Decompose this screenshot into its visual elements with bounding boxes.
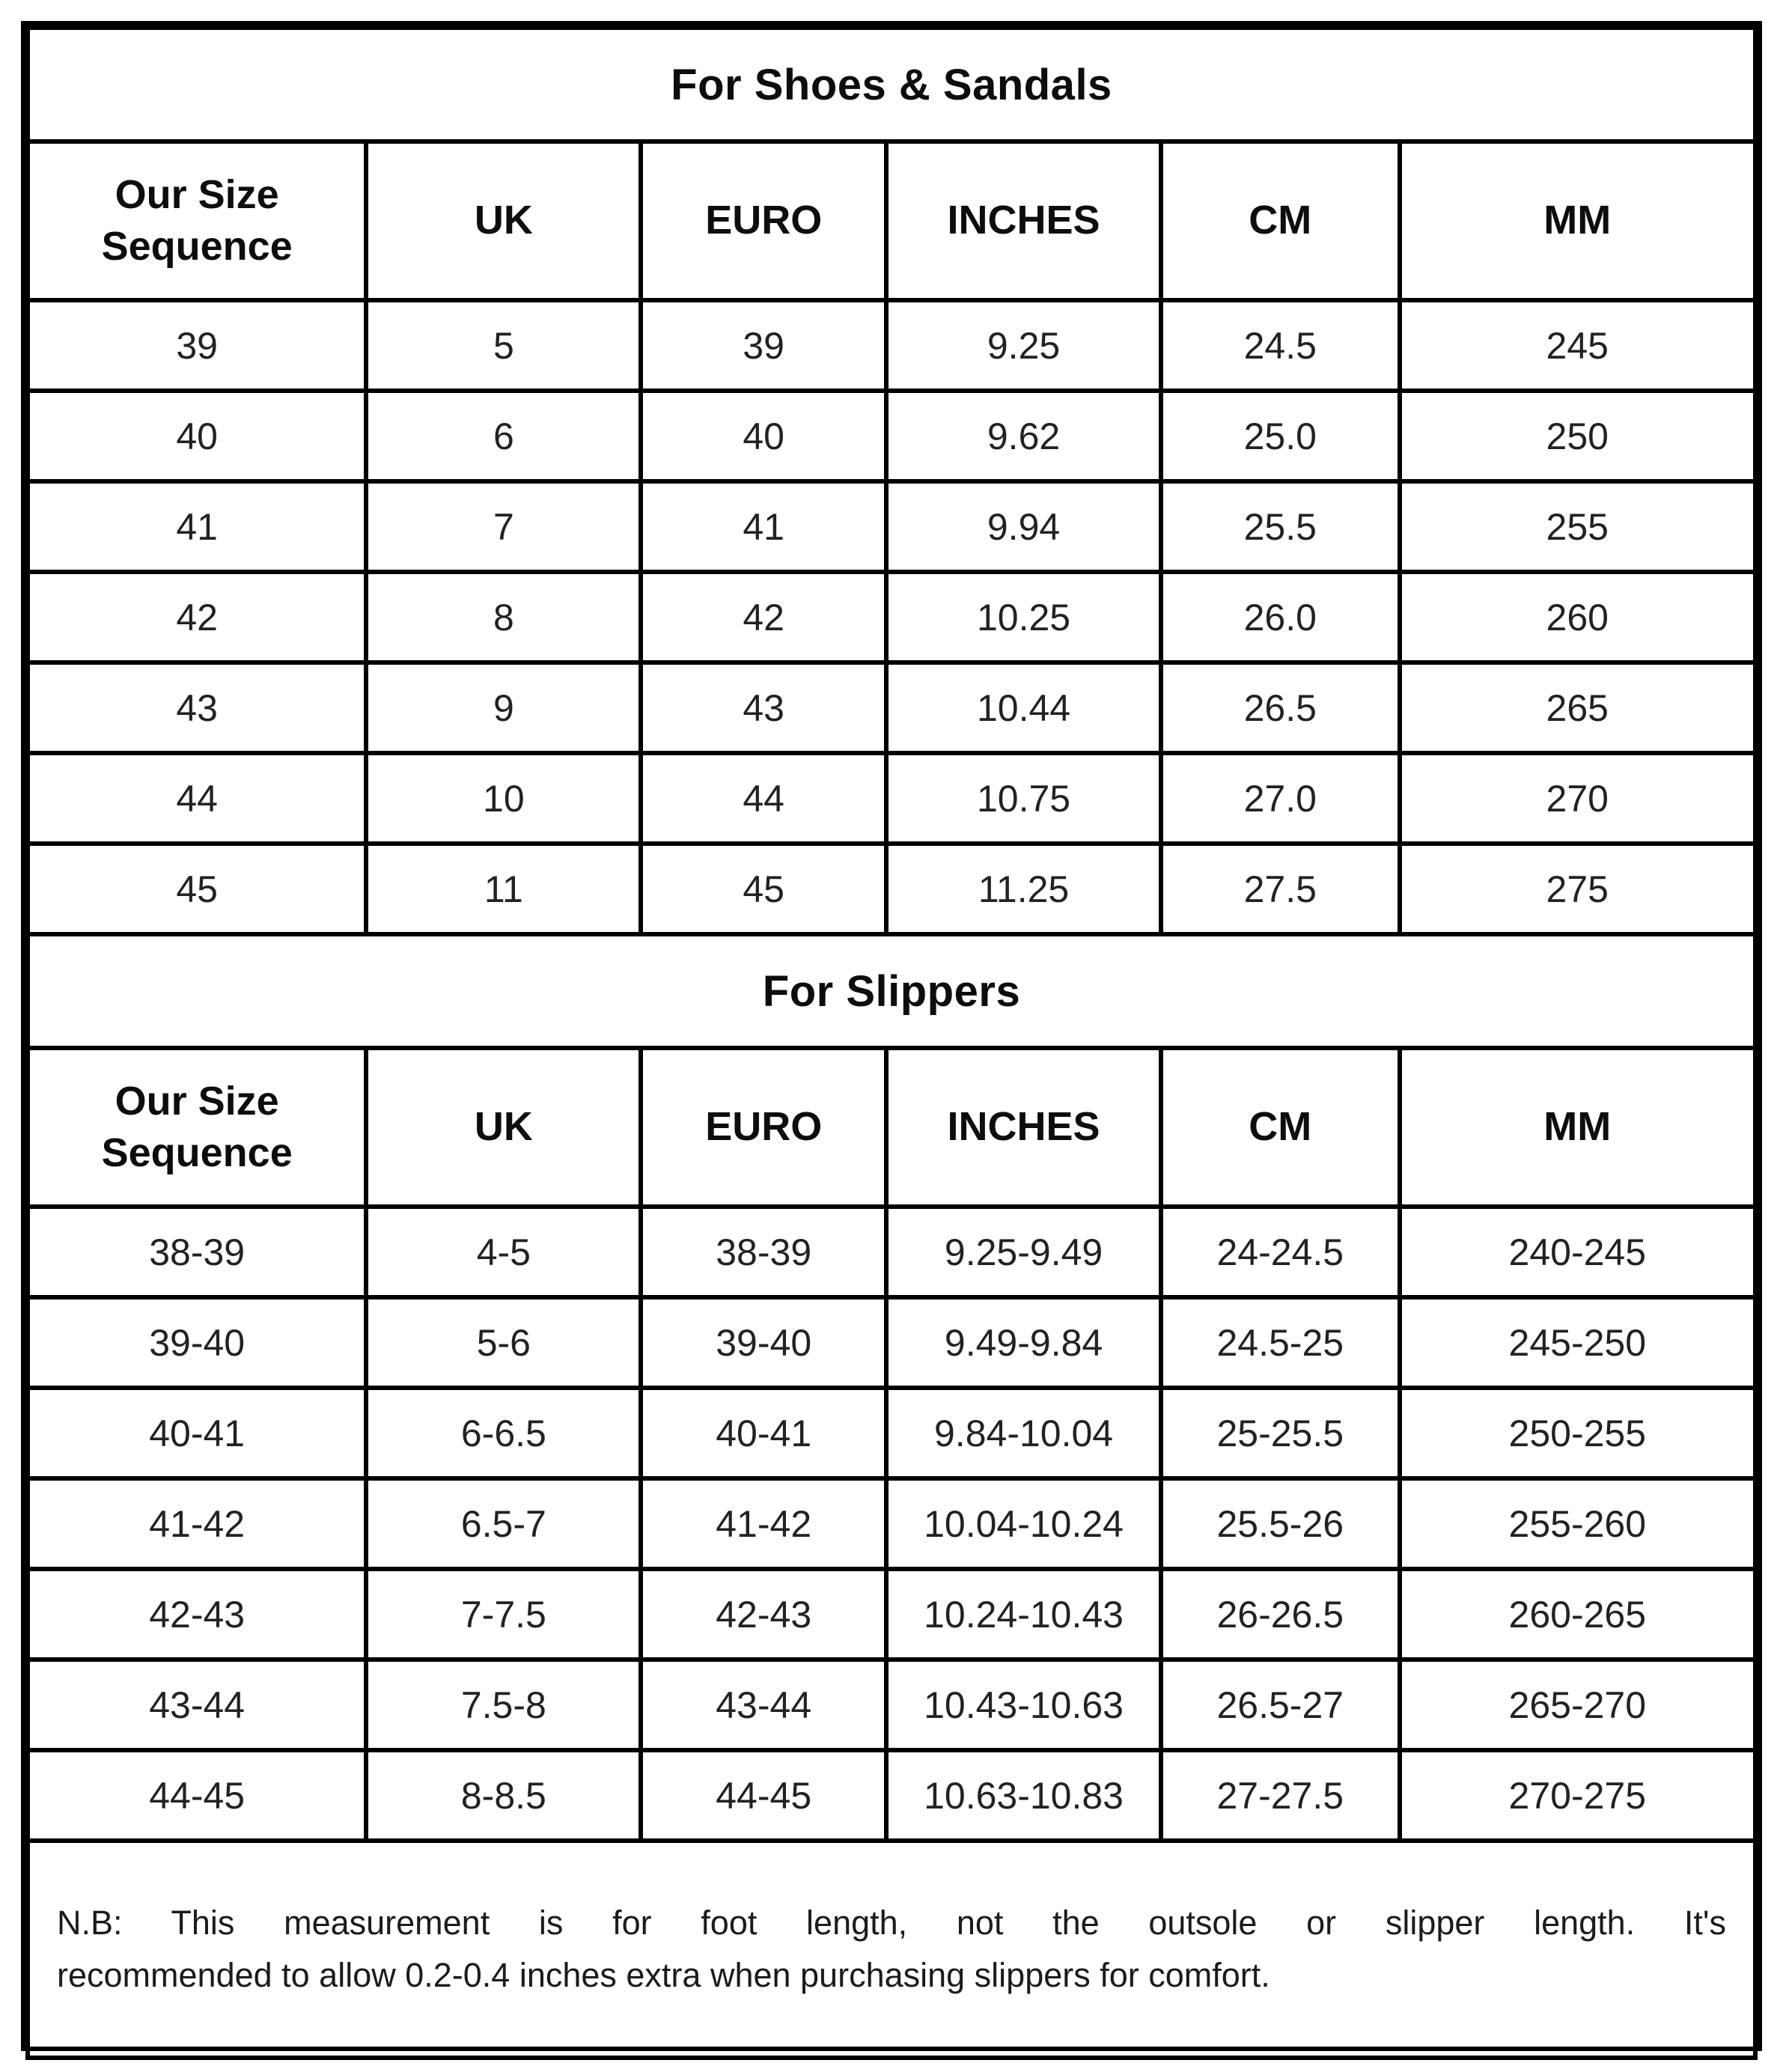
table-cell: 5 <box>366 300 641 391</box>
table-cell: 26.5-27 <box>1161 1660 1400 1750</box>
table-cell: 255-260 <box>1400 1478 1755 1569</box>
table-cell: 38-39 <box>28 1207 366 1297</box>
shoes-table-row <box>28 481 1755 572</box>
table-cell: 39-40 <box>28 1297 366 1388</box>
table-cell: 45 <box>641 844 886 934</box>
table-cell: 11.25 <box>886 844 1161 934</box>
table-cell: 27.5 <box>1161 844 1400 934</box>
table-cell: 26-26.5 <box>1161 1569 1400 1660</box>
shoes-header-uk: UK <box>366 141 641 300</box>
table-cell: 42-43 <box>28 1569 366 1660</box>
slippers-table-row <box>28 1478 1755 1569</box>
table-cell: 10 <box>366 753 641 844</box>
slippers-table-row <box>28 1660 1755 1750</box>
table-cell: 43 <box>28 662 366 753</box>
shoes-header-size-sequence: Our Size Sequence <box>28 141 366 300</box>
table-cell: 265 <box>1400 662 1755 753</box>
table-cell: 45 <box>28 844 366 934</box>
table-cell: 39-40 <box>641 1297 886 1388</box>
table-cell: 250-255 <box>1400 1388 1755 1478</box>
table-cell: 40 <box>641 391 886 481</box>
table-cell: 10.43-10.63 <box>886 1660 1161 1750</box>
table-cell: 7.5-8 <box>366 1660 641 1750</box>
slippers-table-row <box>28 1750 1755 1841</box>
table-cell: 44-45 <box>641 1750 886 1841</box>
measurement-note <box>28 1841 1755 2058</box>
table-cell: 9.25-9.49 <box>886 1207 1161 1297</box>
table-cell: 43 <box>641 662 886 753</box>
table-cell: 5-6 <box>366 1297 641 1388</box>
note-row <box>28 1841 1755 2058</box>
table-cell: 9.84-10.04 <box>886 1388 1161 1478</box>
shoes-table-row <box>28 300 1755 391</box>
table-cell: 9.62 <box>886 391 1161 481</box>
slippers-table-row <box>28 1388 1755 1478</box>
shoes-section-title: For Shoes & Sandals <box>28 28 1755 141</box>
note-text-line1: N.B: This measurement is for foot length, not the outsole or slipper length. It's <box>57 1904 1726 1942</box>
shoes-table-row <box>28 572 1755 662</box>
slippers-title-row <box>28 934 1755 1048</box>
size-chart-table <box>25 25 1758 2060</box>
shoes-table-row <box>28 391 1755 481</box>
table-cell: 275 <box>1400 844 1755 934</box>
table-cell: 9.49-9.84 <box>886 1297 1161 1388</box>
slippers-header-euro: EURO <box>641 1048 886 1207</box>
table-cell: 245-250 <box>1400 1297 1755 1388</box>
table-cell: 270-275 <box>1400 1750 1755 1841</box>
slippers-header-size-sequence: Our Size Sequence <box>28 1048 366 1207</box>
table-cell: 250 <box>1400 391 1755 481</box>
table-cell: 40-41 <box>28 1388 366 1478</box>
slippers-header-uk: UK <box>366 1048 641 1207</box>
table-cell: 40 <box>28 391 366 481</box>
table-cell: 43-44 <box>28 1660 366 1750</box>
table-cell: 8-8.5 <box>366 1750 641 1841</box>
shoes-title-row <box>28 28 1755 141</box>
table-cell: 24-24.5 <box>1161 1207 1400 1297</box>
slippers-header-mm: MM <box>1400 1048 1755 1207</box>
shoes-header-cm: CM <box>1161 141 1400 300</box>
table-cell: 39 <box>28 300 366 391</box>
table-cell: 40-41 <box>641 1388 886 1478</box>
slippers-section-title: For Slippers <box>28 934 1755 1048</box>
table-cell: 42 <box>641 572 886 662</box>
shoes-table-row <box>28 844 1755 934</box>
table-cell: 41-42 <box>641 1478 886 1569</box>
shoes-table-row <box>28 753 1755 844</box>
table-cell: 255 <box>1400 481 1755 572</box>
table-cell: 10.24-10.43 <box>886 1569 1161 1660</box>
table-cell: 260-265 <box>1400 1569 1755 1660</box>
slippers-table-row <box>28 1297 1755 1388</box>
table-cell: 270 <box>1400 753 1755 844</box>
table-cell: 4-5 <box>366 1207 641 1297</box>
table-cell: 44 <box>641 753 886 844</box>
note-text-line2: recommended to allow 0.2-0.4 inches extra when purchasing slippers for comfort. <box>57 1956 1270 1994</box>
table-cell: 24.5-25 <box>1161 1297 1400 1388</box>
slippers-table-row <box>28 1207 1755 1297</box>
slippers-header-cm: CM <box>1161 1048 1400 1207</box>
table-cell: 42 <box>28 572 366 662</box>
table-cell: 25-25.5 <box>1161 1388 1400 1478</box>
table-cell: 44-45 <box>28 1750 366 1841</box>
table-cell: 27-27.5 <box>1161 1750 1400 1841</box>
table-cell: 10.04-10.24 <box>886 1478 1161 1569</box>
table-cell: 7 <box>366 481 641 572</box>
table-cell: 26.0 <box>1161 572 1400 662</box>
table-cell: 39 <box>641 300 886 391</box>
table-cell: 245 <box>1400 300 1755 391</box>
shoes-header-euro: EURO <box>641 141 886 300</box>
table-cell: 41 <box>641 481 886 572</box>
table-cell: 11 <box>366 844 641 934</box>
table-cell: 240-245 <box>1400 1207 1755 1297</box>
table-cell: 265-270 <box>1400 1660 1755 1750</box>
table-cell: 10.63-10.83 <box>886 1750 1161 1841</box>
table-cell: 6 <box>366 391 641 481</box>
slippers-header-inches: INCHES <box>886 1048 1161 1207</box>
table-cell: 44 <box>28 753 366 844</box>
table-cell: 7-7.5 <box>366 1569 641 1660</box>
shoes-header-mm: MM <box>1400 141 1755 300</box>
table-cell: 10.44 <box>886 662 1161 753</box>
slippers-table-row <box>28 1569 1755 1660</box>
table-cell: 25.0 <box>1161 391 1400 481</box>
table-cell: 8 <box>366 572 641 662</box>
slippers-header-row <box>28 1048 1755 1207</box>
table-cell: 27.0 <box>1161 753 1400 844</box>
table-cell: 24.5 <box>1161 300 1400 391</box>
table-cell: 260 <box>1400 572 1755 662</box>
table-cell: 25.5 <box>1161 481 1400 572</box>
table-cell: 42-43 <box>641 1569 886 1660</box>
table-cell: 6.5-7 <box>366 1478 641 1569</box>
table-cell: 43-44 <box>641 1660 886 1750</box>
table-cell: 9.94 <box>886 481 1161 572</box>
table-cell: 41-42 <box>28 1478 366 1569</box>
table-cell: 9 <box>366 662 641 753</box>
table-cell: 10.75 <box>886 753 1161 844</box>
shoes-header-row <box>28 141 1755 300</box>
table-cell: 26.5 <box>1161 662 1400 753</box>
table-cell: 38-39 <box>641 1207 886 1297</box>
table-cell: 25.5-26 <box>1161 1478 1400 1569</box>
shoes-table-row <box>28 662 1755 753</box>
table-cell: 41 <box>28 481 366 572</box>
table-cell: 9.25 <box>886 300 1161 391</box>
chart-outer-frame <box>21 21 1762 2051</box>
shoes-header-inches: INCHES <box>886 141 1161 300</box>
table-cell: 6-6.5 <box>366 1388 641 1478</box>
table-cell: 10.25 <box>886 572 1161 662</box>
